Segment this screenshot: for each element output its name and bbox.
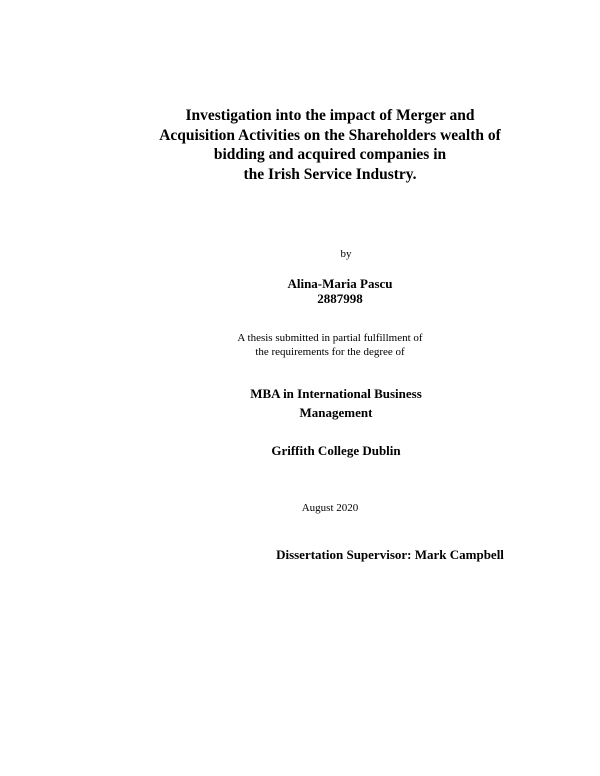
author-name: Alina-Maria Pascu xyxy=(287,276,393,291)
supervisor-text: Dissertation Supervisor: Mark Campbell xyxy=(276,547,504,562)
date-text: August 2020 xyxy=(301,502,359,514)
submission-line: the requirements for the degree of xyxy=(255,346,405,358)
degree-line: MBA in International Business xyxy=(250,386,422,401)
submission-date xyxy=(30,501,600,515)
by-text: by xyxy=(340,248,352,260)
degree-name xyxy=(36,384,600,422)
thesis-title-line: Investigation into the impact of Merger and xyxy=(185,107,475,124)
degree-line: Management xyxy=(299,405,373,420)
author-block xyxy=(40,276,600,306)
thesis-title xyxy=(30,106,600,184)
institution xyxy=(36,443,600,459)
by-label xyxy=(46,247,600,261)
supervisor xyxy=(90,547,600,563)
student-id: 2887998 xyxy=(317,291,363,306)
submission-line: A thesis submitted in partial fulfillment of xyxy=(237,332,423,344)
thesis-title-line: Acquisition Activities on the Shareholders wealth of xyxy=(159,126,501,144)
submission-statement xyxy=(30,331,600,359)
thesis-title-line: the Irish Service Industry. xyxy=(243,165,417,183)
thesis-title-line: bidding and acquired companies in xyxy=(213,146,447,163)
institution-name: Griffith College Dublin xyxy=(271,443,401,458)
